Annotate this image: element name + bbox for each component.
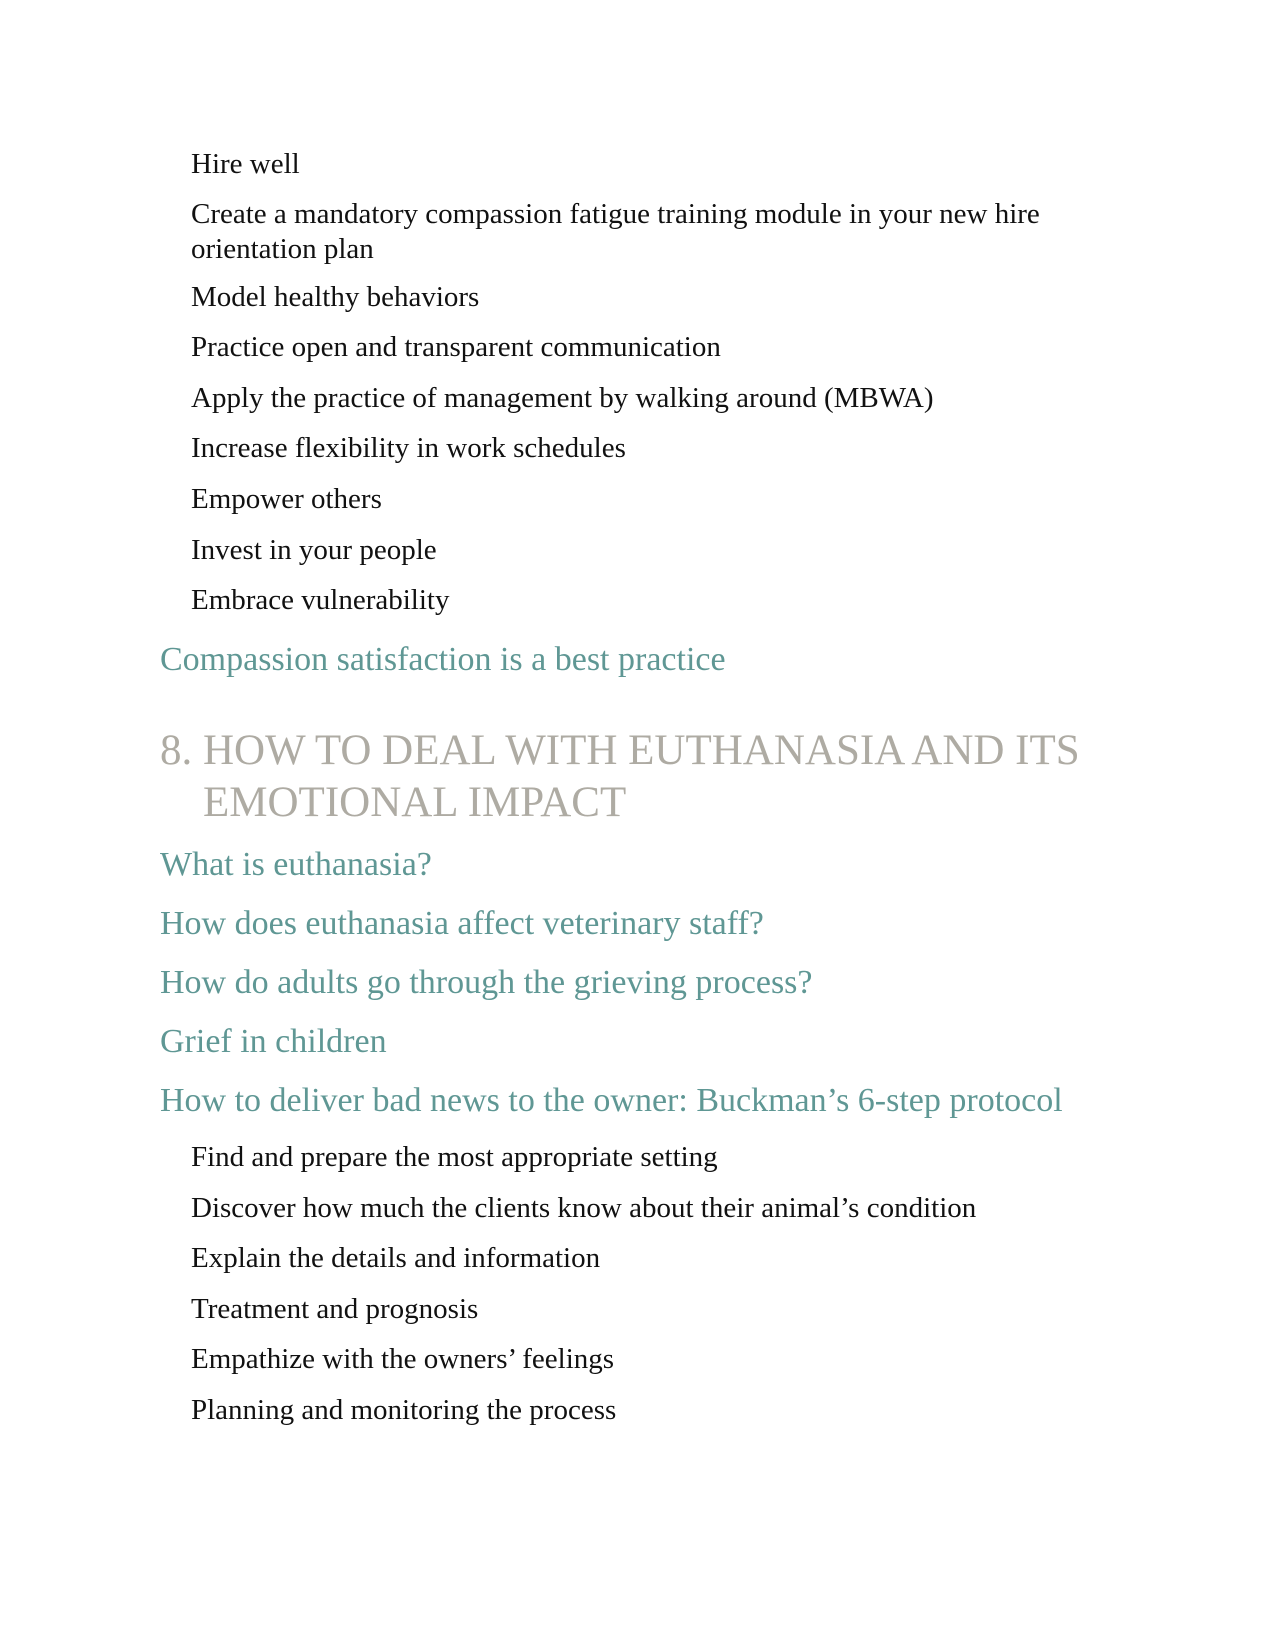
chapter-number: 8.: [160, 727, 193, 774]
toc-subheading-adult-grief: How do adults go through the grieving process?: [160, 964, 813, 1001]
toc-subheading-what-is-euthanasia: What is euthanasia?: [160, 846, 432, 883]
toc-entry-empower: Empower others: [191, 483, 382, 515]
toc-subheading-compassion-satisfaction: Compassion satisfaction is a best practice: [160, 641, 726, 678]
toc-entry-flexibility: Increase flexibility in work schedules: [191, 432, 626, 464]
chapter-title: HOW TO DEAL WITH EUTHANASIA AND ITS EMOTIONAL IMPACT: [203, 727, 1080, 826]
toc-entry-empathize: Empathize with the owners’ feelings: [191, 1343, 615, 1375]
toc-entry-explain: Explain the details and information: [191, 1242, 601, 1274]
toc-entry-mbwa: Apply the practice of management by walking around (MBWA): [191, 382, 934, 414]
toc-entry-communication: Practice open and transparent communication: [191, 331, 721, 363]
toc-entry-invest: Invest in your people: [191, 534, 437, 566]
toc-entry-training-module: Create a mandatory compassion fatigue training module in your new hire orientation plan: [191, 198, 1040, 265]
toc-subheading-staff-impact: How does euthanasia affect veterinary staff?: [160, 905, 764, 942]
toc-entry-vulnerability: Embrace vulnerability: [191, 584, 450, 616]
toc-entry-treatment: Treatment and prognosis: [191, 1293, 479, 1325]
toc-entry-model-behaviors: Model healthy behaviors: [191, 281, 480, 313]
toc-entry-hire-well: Hire well: [191, 148, 300, 180]
toc-subheading-buckman-protocol: How to deliver bad news to the owner: Buckman’s 6-step protocol: [160, 1082, 1063, 1119]
toc-entry-planning: Planning and monitoring the process: [191, 1394, 617, 1426]
toc-subheading-grief-children: Grief in children: [160, 1023, 387, 1060]
toc-entry-discover: Discover how much the clients know about their animal’s condition: [191, 1192, 977, 1224]
toc-entry-setting: Find and prepare the most appropriate setting: [191, 1141, 718, 1173]
